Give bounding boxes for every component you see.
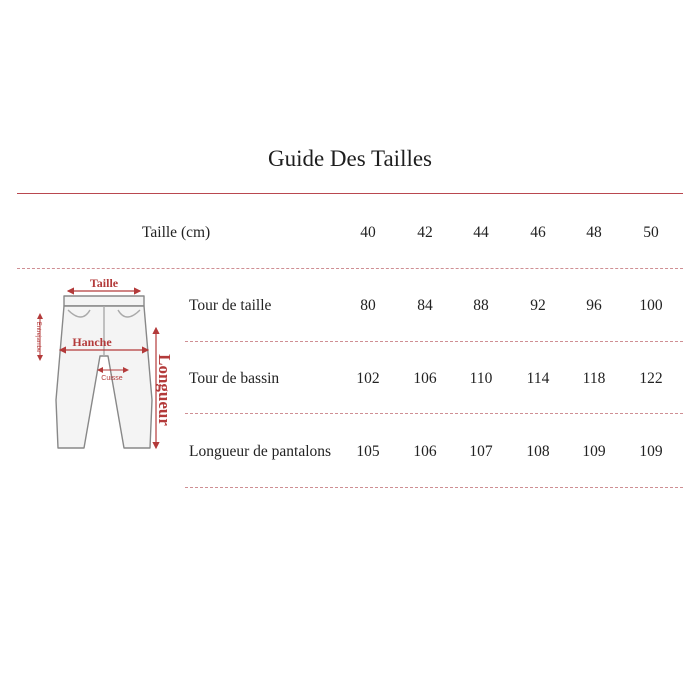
table-cell: 109	[639, 443, 663, 460]
table-cell: 106	[413, 370, 437, 387]
taille-label: Taille	[89, 276, 119, 290]
longueur-label: Longueur	[155, 354, 174, 426]
table-cell: 92	[530, 297, 546, 314]
row-label-length: Longueur de pantalons	[189, 443, 332, 460]
hanche-label: Hanche	[72, 335, 112, 349]
page-title: Guide Des Tailles	[267, 146, 433, 171]
row-label-hips: Tour de bassin	[189, 370, 280, 387]
table-cell: 107	[469, 443, 493, 460]
table-cell: 118	[582, 370, 606, 387]
size-header-cell: 42	[417, 224, 433, 241]
row-divider	[185, 487, 683, 488]
size-header-label: Taille (cm)	[142, 224, 211, 241]
table-cell: 106	[413, 443, 437, 460]
header-divider	[17, 268, 683, 269]
title-divider	[17, 193, 683, 194]
table-cell: 80	[360, 297, 376, 314]
table-cell: 96	[586, 297, 602, 314]
table-cell: 109	[582, 443, 606, 460]
size-header-cell: 48	[586, 224, 602, 241]
pants-icon	[28, 270, 178, 460]
table-cell: 88	[473, 297, 489, 314]
row-divider	[185, 341, 683, 342]
row-label-waist: Tour de taille	[189, 297, 272, 314]
table-cell: 102	[356, 370, 380, 387]
cuisse-label: Cuisse	[101, 375, 123, 382]
table-cell: 108	[526, 443, 550, 460]
table-cell: 110	[469, 370, 493, 387]
entrejambe-label: Entrejambe	[35, 321, 41, 353]
size-header-cell: 44	[473, 224, 489, 241]
table-cell: 84	[417, 297, 433, 314]
table-cell: 105	[356, 443, 380, 460]
table-cell: 114	[526, 370, 550, 387]
pants-measurement-diagram	[28, 270, 178, 460]
table-cell: 100	[639, 297, 663, 314]
size-header-cell: 40	[360, 224, 376, 241]
row-divider	[185, 413, 683, 414]
table-cell: 122	[639, 370, 663, 387]
size-header-cell: 46	[530, 224, 546, 241]
size-header-cell: 50	[643, 224, 659, 241]
